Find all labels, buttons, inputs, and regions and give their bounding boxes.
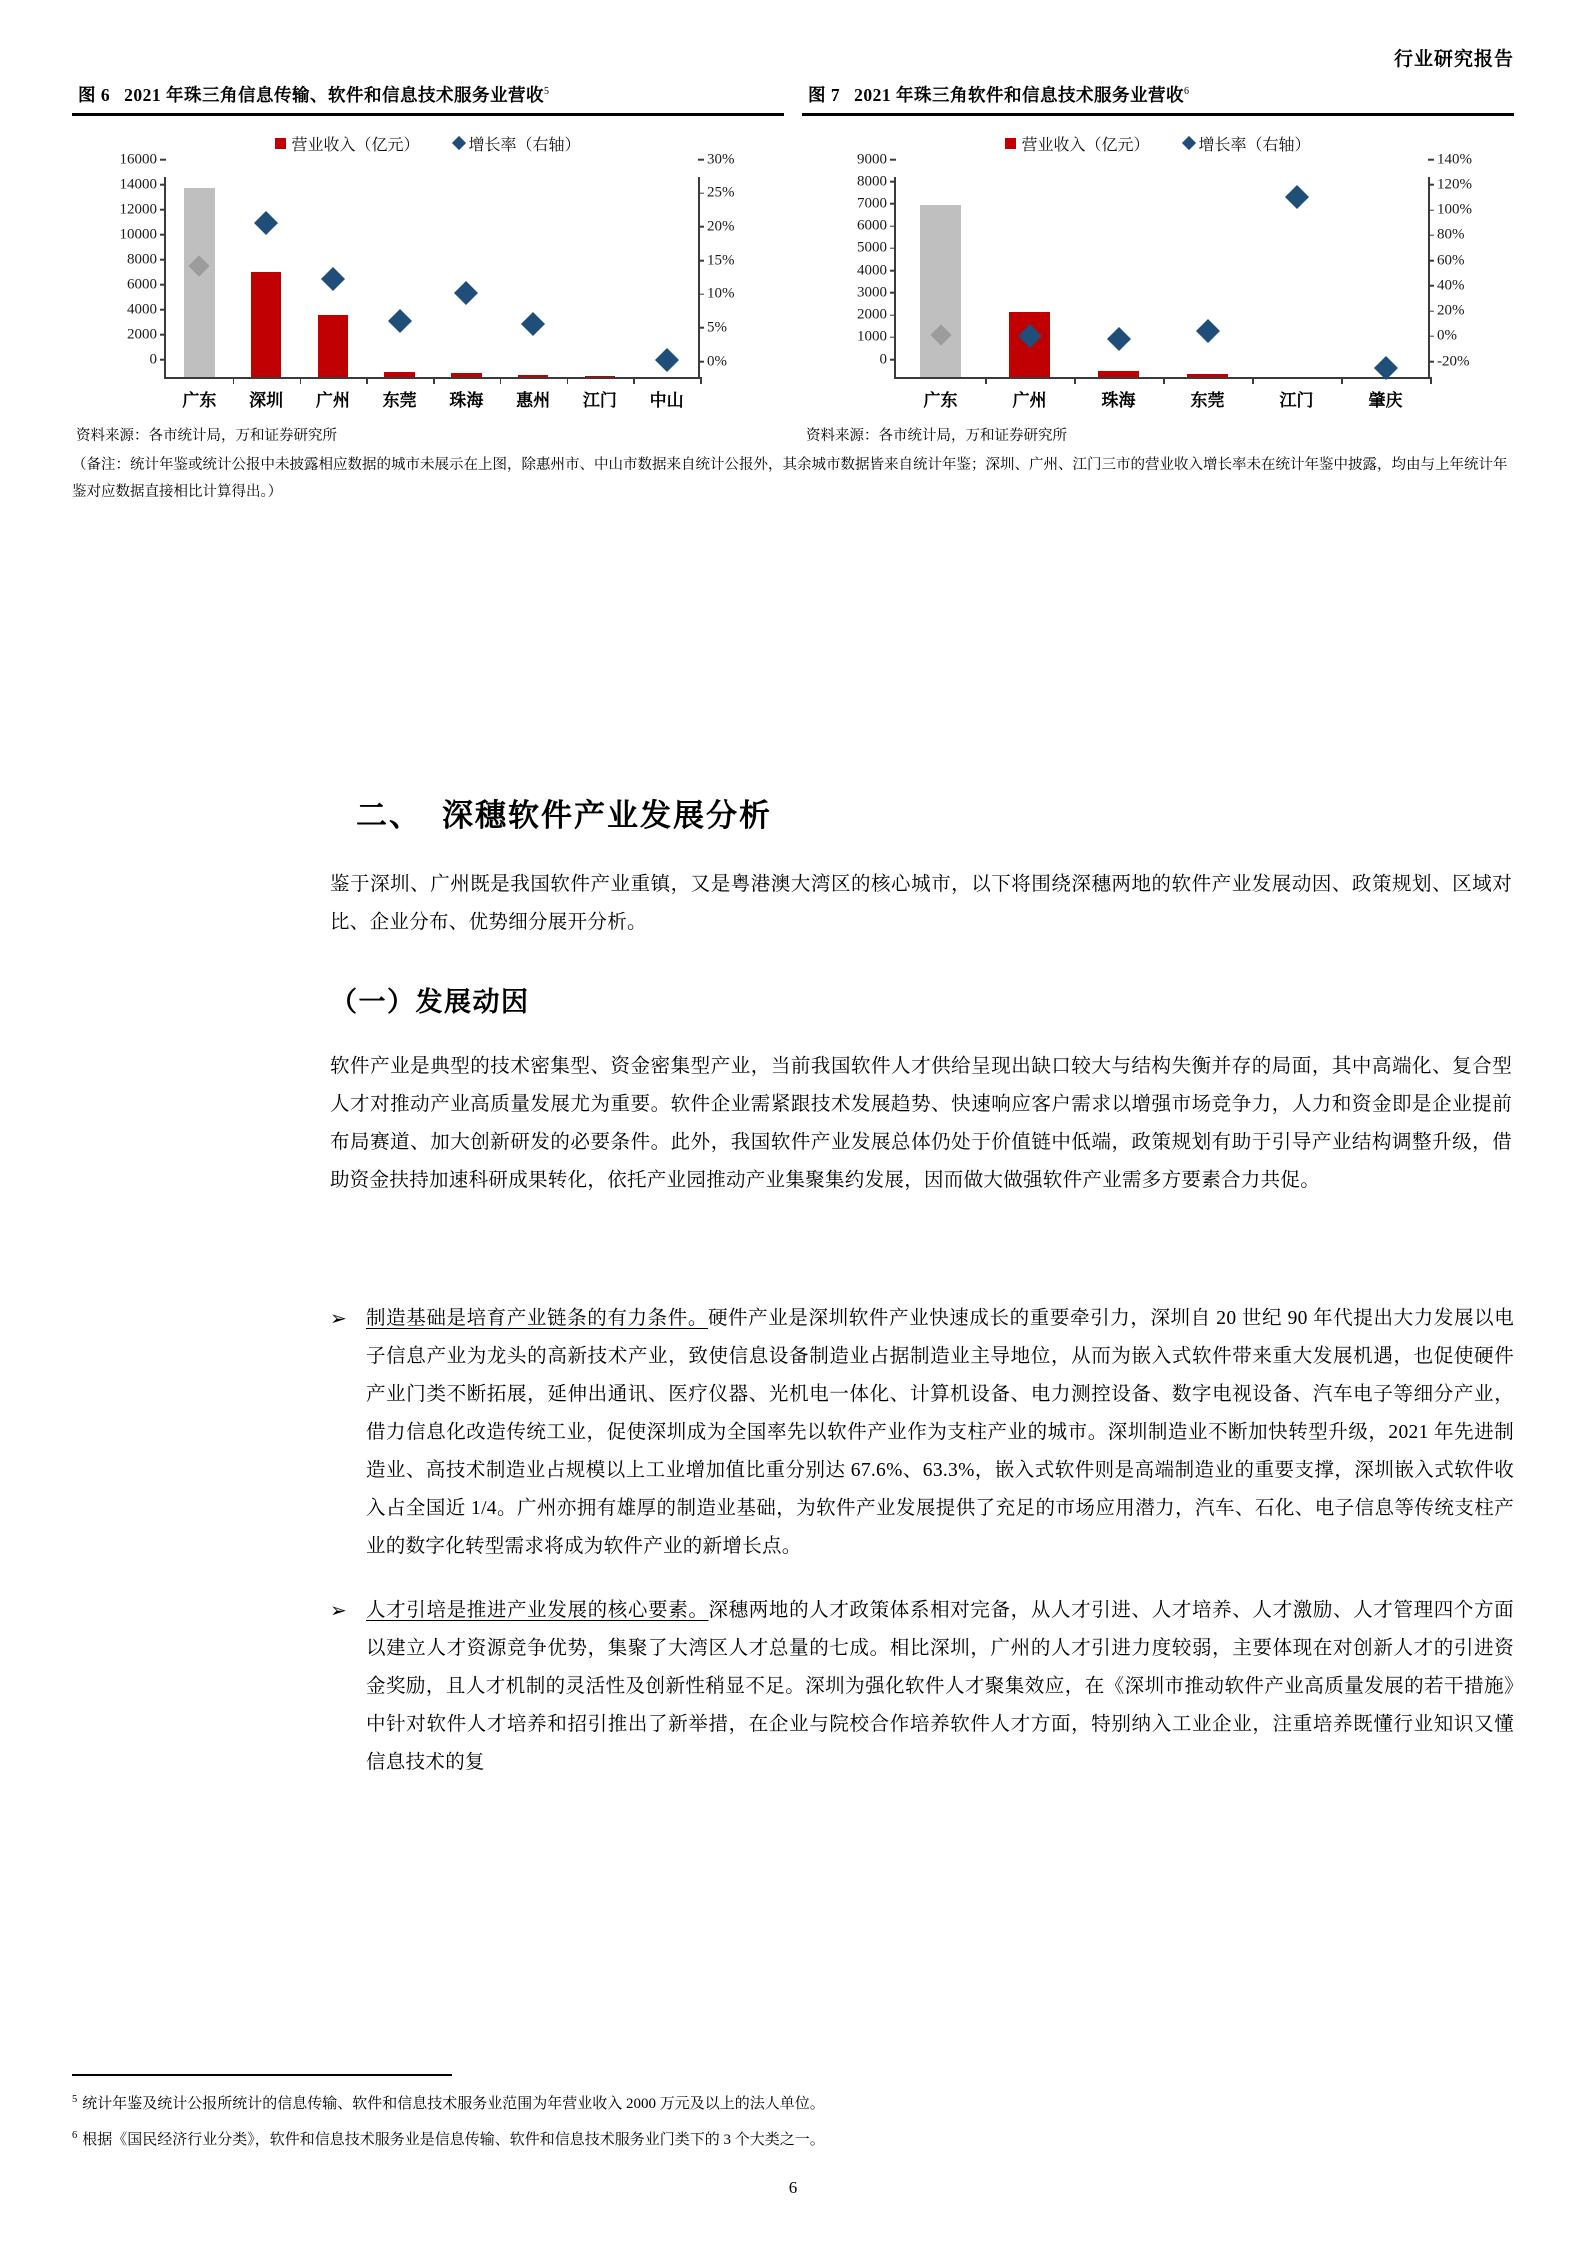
y2-axis-tick-label: 0% [1428,328,1457,345]
y2-axis-tick-label: 25% [698,185,735,202]
legend-item-revenue [275,132,419,155]
legend-label-growth: 增长率（右轴） [468,136,581,154]
y-axis-tick-label: 10000 [120,226,167,243]
y-axis-tick-label: 16000 [120,151,167,168]
figure-6-legend [72,132,784,155]
x-axis-label-中山: 中山 [649,390,684,410]
bar-江门 [585,376,616,377]
y2-axis-tick-label: 5% [698,319,727,336]
figure-6-caption: 2021 年珠三角信息传输、软件和信息技术服务业营收 [124,85,544,105]
x-axis-tick [500,377,502,384]
x-axis-tick [1163,377,1165,384]
data-point-珠海 [454,280,478,304]
figure-6-source: 资料来源：各市统计局，万和证券研究所 [76,427,337,444]
x-axis-tick [1341,377,1343,384]
x-axis-label-深圳: 深圳 [249,390,284,410]
y-axis-tick-label: 8000 [857,173,896,190]
figure-7-number: 图 7 [808,85,841,105]
footnote-5 [72,2090,1514,2119]
figure-6-number: 图 6 [78,85,111,105]
subsection-heading: （一）发展动因 [330,987,530,1017]
section-heading [356,790,772,835]
footnote-6 [72,2126,1514,2155]
figure-6-chart [72,151,784,417]
y2-axis-tick-label: 40% [1428,277,1465,294]
y-axis-tick-label: 12000 [120,201,167,218]
data-point-深圳 [254,210,278,234]
y-axis-tick-label: 9000 [857,151,896,168]
y-axis-tick-label: 3000 [857,284,896,301]
x-axis-label-东莞: 东莞 [382,390,417,410]
section-intro-paragraph: 鉴于深圳、广州既是我国软件产业重镇，又是粤港澳大湾区的核心城市，以下将围绕深穗两地的软件产业发展动因、政策规划、区域对比、企业分布、优势细分展开分析。 [330,874,1512,934]
list-item [330,1300,1514,1566]
figures-row [72,78,1514,445]
footnote-6-text: 根据《国民经济行业分类》，软件和信息技术服务业是信息传输、软件和信息技术服务业门类下的 3 个大类之一。 [82,2132,825,2148]
figure-6-rule [72,113,784,116]
y2-axis-tick-label: 0% [698,353,727,370]
bar-东莞 [1187,374,1228,377]
bar-广东 [184,188,215,377]
x-axis-tick [700,377,702,384]
y2-axis-tick-label: 60% [1428,252,1465,269]
x-axis-tick [1252,377,1254,384]
legend-label-revenue: 营业收入（亿元） [291,136,420,154]
bar-深圳 [251,272,282,377]
y2-axis-tick-label: 80% [1428,227,1465,244]
y-axis-tick-label: 2000 [127,326,166,343]
bullet-list [330,1300,1514,1808]
x-axis-label-广州: 广州 [315,390,350,410]
footnote-5-text: 统计年鉴及统计公报所统计的信息传输、软件和信息技术服务业范围为年营业收入 2000 万元及以上的法人单位。 [82,2096,825,2112]
bar-广州 [318,315,349,376]
figure-7-caption: 2021 年珠三角软件和信息技术服务业营收 [854,85,1184,105]
figure-7-right-axis [1428,151,1472,379]
x-axis-label-肇庆: 肇庆 [1368,390,1403,410]
x-axis-label-珠海: 珠海 [1101,390,1136,410]
x-axis-label-东莞: 东莞 [1190,390,1225,410]
list-item-lead: 人才引培是推进产业发展的核心要素。 [366,1600,709,1622]
x-axis-label-江门: 江门 [1279,390,1314,410]
y2-axis-tick-label: 30% [698,151,735,168]
figure-7-plot-area [857,151,1430,410]
bar-东莞 [384,372,415,377]
bar-广东 [920,205,961,377]
x-axis-label-惠州: 惠州 [516,390,551,410]
y-axis-tick-label: 4000 [857,262,896,279]
y2-axis-tick-label: -20% [1428,353,1470,370]
data-point-东莞 [388,309,412,333]
figures-note: （备注：统计年鉴或统计公报中未披露相应数据的城市未展示在上图，除惠州市、中山市数据来自统计公报外，其余城市数据皆来自统计年鉴；深圳、广州、江门三市的营业收入增长率未在统计年鉴中披露，均由与上年统计年鉴对应数据直接相比计算得出。） [72,457,1508,500]
data-point-肇庆 [1373,356,1397,380]
list-item-text [366,1300,1514,1566]
page-header: 行业研究报告 [1393,49,1514,70]
y-axis-tick-label: 14000 [120,176,167,193]
y2-axis-tick-label: 20% [698,218,735,235]
data-point-中山 [655,348,679,372]
y-axis-tick-label: 2000 [857,307,896,324]
figure-7-source: 资料来源：各市统计局，万和证券研究所 [806,427,1067,444]
x-axis-tick [366,377,368,384]
x-axis-label-江门: 江门 [582,390,617,410]
x-axis-tick [985,377,987,384]
diamond-marker-icon [1181,136,1195,150]
y2-axis-tick-label: 20% [1428,303,1465,320]
y2-axis-tick-label: 120% [1428,176,1472,193]
list-item [330,1592,1514,1782]
footnote-6-marker: 6 [72,2130,78,2141]
footnote-divider [72,2074,452,2076]
section-index: 二、 [356,798,422,833]
figure-6-right-axis [698,151,735,379]
figure-6-footnote-marker: 5 [544,86,550,98]
data-point-江门 [1284,185,1308,209]
legend-label-revenue: 营业收入（亿元） [1021,136,1150,154]
legend-item-growth [1184,132,1311,155]
x-axis-tick [300,377,302,384]
bar-惠州 [518,375,549,376]
bar-珠海 [451,373,482,377]
square-marker-icon [1005,138,1016,149]
y2-axis-tick-label: 140% [1428,151,1472,168]
bar-珠海 [1098,371,1139,376]
footnote-5-marker: 5 [72,2094,78,2105]
legend-label-growth: 增长率（右轴） [1198,136,1311,154]
y2-axis-tick-label: 15% [698,252,735,269]
x-axis-label-广东: 广东 [182,390,217,410]
y-axis-tick-label: 4000 [127,301,166,318]
data-point-惠州 [521,312,545,336]
y2-axis-tick-label: 100% [1428,202,1472,219]
figure-7-chart [802,151,1514,417]
x-axis-tick [633,377,635,384]
x-axis-tick [433,377,435,384]
list-item-lead: 制造基础是培育产业链条的有力条件。 [366,1308,708,1329]
figure-6-title [72,78,784,113]
figure-7-title [802,78,1514,113]
data-point-广州 [321,267,345,291]
x-axis-tick [567,377,569,384]
x-axis-tick [1074,377,1076,384]
x-axis-label-广东: 广东 [923,390,958,410]
arrow-icon: ➢ [330,1308,347,1330]
figure-7 [802,78,1514,445]
figure-7-rule [802,113,1514,116]
page-number: 6 [788,2178,798,2197]
data-point-珠海 [1106,327,1130,351]
data-point-东莞 [1195,319,1219,343]
y-axis-tick-label: 8000 [127,251,166,268]
y-axis-tick-label: 5000 [857,240,896,257]
legend-item-growth [454,132,581,155]
list-item-text [366,1592,1514,1782]
y-axis-tick-label: 6000 [857,218,896,235]
y-axis-tick-label: 1000 [857,329,896,346]
diamond-marker-icon [451,136,465,150]
y-axis-tick-label: 7000 [857,195,896,212]
y-axis-tick-label: 0 [880,351,897,368]
y-axis-tick-label: 6000 [127,276,166,293]
arrow-icon: ➢ [330,1600,347,1623]
figure-7-footnote-marker: 6 [1184,86,1190,98]
square-marker-icon [275,138,286,149]
figure-6 [72,78,784,445]
x-axis-tick [1430,377,1432,384]
x-axis-label-珠海: 珠海 [449,390,484,410]
y-axis-tick-label: 0 [150,351,167,368]
y2-axis-tick-label: 10% [698,286,735,303]
figure-6-plot-area [119,151,700,410]
figure-7-legend [802,132,1514,155]
subsection-paragraph: 软件产业是典型的技术密集型、资金密集型产业，当前我国软件人才供给呈现出缺口较大与结构失衡并存的局面，其中高端化、复合型人才对推动产业高质量发展尤为重要。软件企业需紧跟技术发展趋势、快速响应客户需求以增强市场竞争力，人力和资金即是企业提前布局赛道、加大创新研发的必要条件。此外，我国软件产业发展总体仍处于价值链中低端，政策规划有助于引导产业结构调整升级，借助资金扶持加速科研成果转化，依托产业园推动产业集聚集约发展，因而做大做强软件产业需多方要素合力共促。 [330,1056,1512,1192]
list-item-body: 硬件产业是深圳软件产业快速成长的重要牵引力，深圳自 20 世纪 90 年代提出大力发展以电子信息产业为龙头的高新技术产业，致使信息设备制造业占据制造业主导地位，从而为嵌入式软件带来重大发展机遇，也促使硬件产业门类不断拓展，延伸出通讯、医疗仪器、光机电一体化、计算机设备、电力测控设备、数字电视设备、汽车电子等细分产业，借力信息化改造传统工业，促使深圳成为全国率先以软件产业作为支柱产业的城市。深圳制造业不断加快转型升级，2021 年先进制造业、高技术制造业占规模以上工业增加值比重分别达 67.6%、63.3%，嵌入式软件则是高端制造业的重要支撑，深圳嵌入式软件收入占全国近 1/4。广州亦拥有雄厚的制造业基础，为软件产业发展提供了充足的市场应用潜力，汽车、石化、电子信息等传统支柱产业的数字化转型需求将成为软件产业的新增长点。 [366,1308,1515,1558]
list-item-body: 深穗两地的人才政策体系相对完备，从人才引进、人才培养、人才激励、人才管理四个方面以建立人才资源竞争优势，集聚了大湾区人才总量的七成。相比深圳，广州的人才引进力度较弱，主要体现在对创新人才的引进资金奖励，且人才机制的灵活性及创新性稍显不足。深圳为强化软件人才聚集效应，在《深圳市推动软件产业高质量发展的若干措施》中针对软件人才培养和招引推出了新举措，在企业与院校合作培养软件人才方面，特别纳入工业企业，注重培养既懂行业知识又懂信息技术的复 [366,1600,1514,1774]
x-axis-label-广州: 广州 [1012,390,1047,410]
x-axis-tick [233,377,235,384]
legend-item-revenue [1005,132,1149,155]
section-heading-text: 深穗软件产业发展分析 [442,798,772,833]
